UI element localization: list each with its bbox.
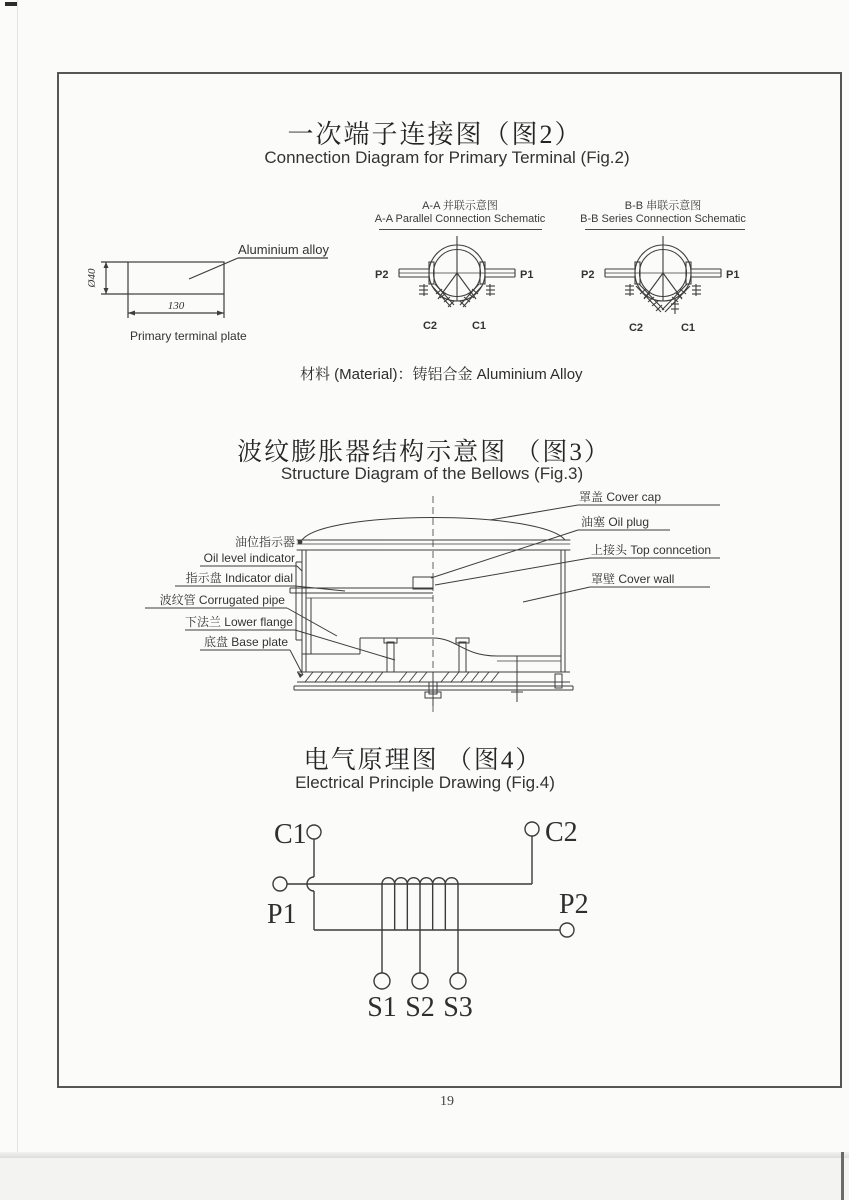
fig4-terminal-c1: C1 — [274, 819, 307, 850]
fig4-terminal-c2: C2 — [545, 817, 578, 848]
bb-terminal-c2: C2 — [628, 322, 644, 334]
bb-series-schematic — [578, 228, 748, 338]
label-oil-level-indicator-zh: 油位指示器 — [234, 535, 295, 549]
bb-terminal-p2: P2 — [581, 269, 595, 281]
aa-parallel-schematic — [372, 228, 542, 338]
label-lower-flange: 下法兰 Lower flange — [184, 615, 293, 629]
fig4-title-en: Electrical Principle Drawing (Fig.4) — [295, 773, 555, 792]
plate-material-label: Aluminium alloy — [238, 242, 330, 257]
fig4-terminal-s2: S2 — [405, 992, 435, 1022]
primary-terminal-plate-drawing — [75, 240, 345, 350]
aa-terminal-p1: P1 — [520, 269, 534, 281]
fig3-title-zh: 波纹膨胀器结构示意图 （图3） — [237, 439, 611, 466]
fig4-terminal-s3: S3 — [443, 992, 473, 1022]
plate-caption: Primary terminal plate — [130, 329, 247, 343]
aa-title-zh: A-A 并联示意图 — [422, 200, 498, 212]
aa-title-en: A-A Parallel Connection Schematic — [374, 213, 546, 225]
label-base-plate: 底盘 Base plate — [203, 635, 288, 649]
fig4-terminal-p1: P1 — [267, 899, 297, 930]
page-number: 19 — [440, 1094, 454, 1109]
fig3-title-en: Structure Diagram of the Bellows (Fig.3) — [280, 464, 584, 483]
label-oil-level-indicator-en: Oil level indicator — [203, 551, 295, 565]
plate-width-dim: 130 — [167, 300, 185, 312]
scan-right-edge-dark — [841, 1152, 844, 1200]
label-oil-plug: 油塞 Oil plug — [581, 515, 650, 529]
bb-title-zh: B-B 串联示意图 — [624, 200, 702, 212]
aa-terminal-p2: P2 — [375, 269, 389, 281]
aa-terminal-c2: C2 — [422, 320, 438, 332]
fig4-terminal-s1: S1 — [367, 992, 397, 1022]
bb-title-en: B-B Series Connection Schematic — [580, 213, 746, 225]
bb-schematic-heading — [580, 200, 746, 226]
fig2-title-zh: 一次端子连接图（图2） — [287, 120, 583, 149]
bb-terminal-p1: P1 — [726, 269, 740, 281]
bb-terminal-c1: C1 — [680, 322, 696, 334]
fig4-terminal-p2: P2 — [559, 889, 589, 920]
material-note: 材料 (Material)：铸铝合金 Aluminium Alloy — [300, 366, 583, 383]
aa-schematic-heading — [375, 200, 546, 226]
fig4-title-zh: 电气原理图 （图4） — [303, 747, 543, 774]
scan-below-page-area — [0, 1158, 849, 1200]
plate-outline — [128, 262, 224, 294]
electrical-principle-schematic — [240, 810, 610, 1022]
label-indicator-dial: 指示盘 Indicator dial — [185, 571, 293, 585]
base-hatching — [305, 672, 499, 682]
plate-diameter-dim: Ø40 — [86, 268, 98, 288]
scan-left-edge-line — [17, 0, 18, 1152]
fig2-title-en: Connection Diagram for Primary Terminal (Fig.2) — [264, 148, 630, 167]
bellows-structure-drawing — [145, 478, 725, 723]
label-cover-cap: 罩盖 Cover cap — [579, 490, 662, 504]
aa-terminal-c1: C1 — [471, 320, 487, 332]
label-cover-wall: 罩壁 Cover wall — [591, 572, 675, 586]
label-corrugated-pipe: 波纹管 Corrugated pipe — [159, 593, 285, 607]
label-top-connection: 上接头 Top conncetion — [591, 543, 712, 557]
